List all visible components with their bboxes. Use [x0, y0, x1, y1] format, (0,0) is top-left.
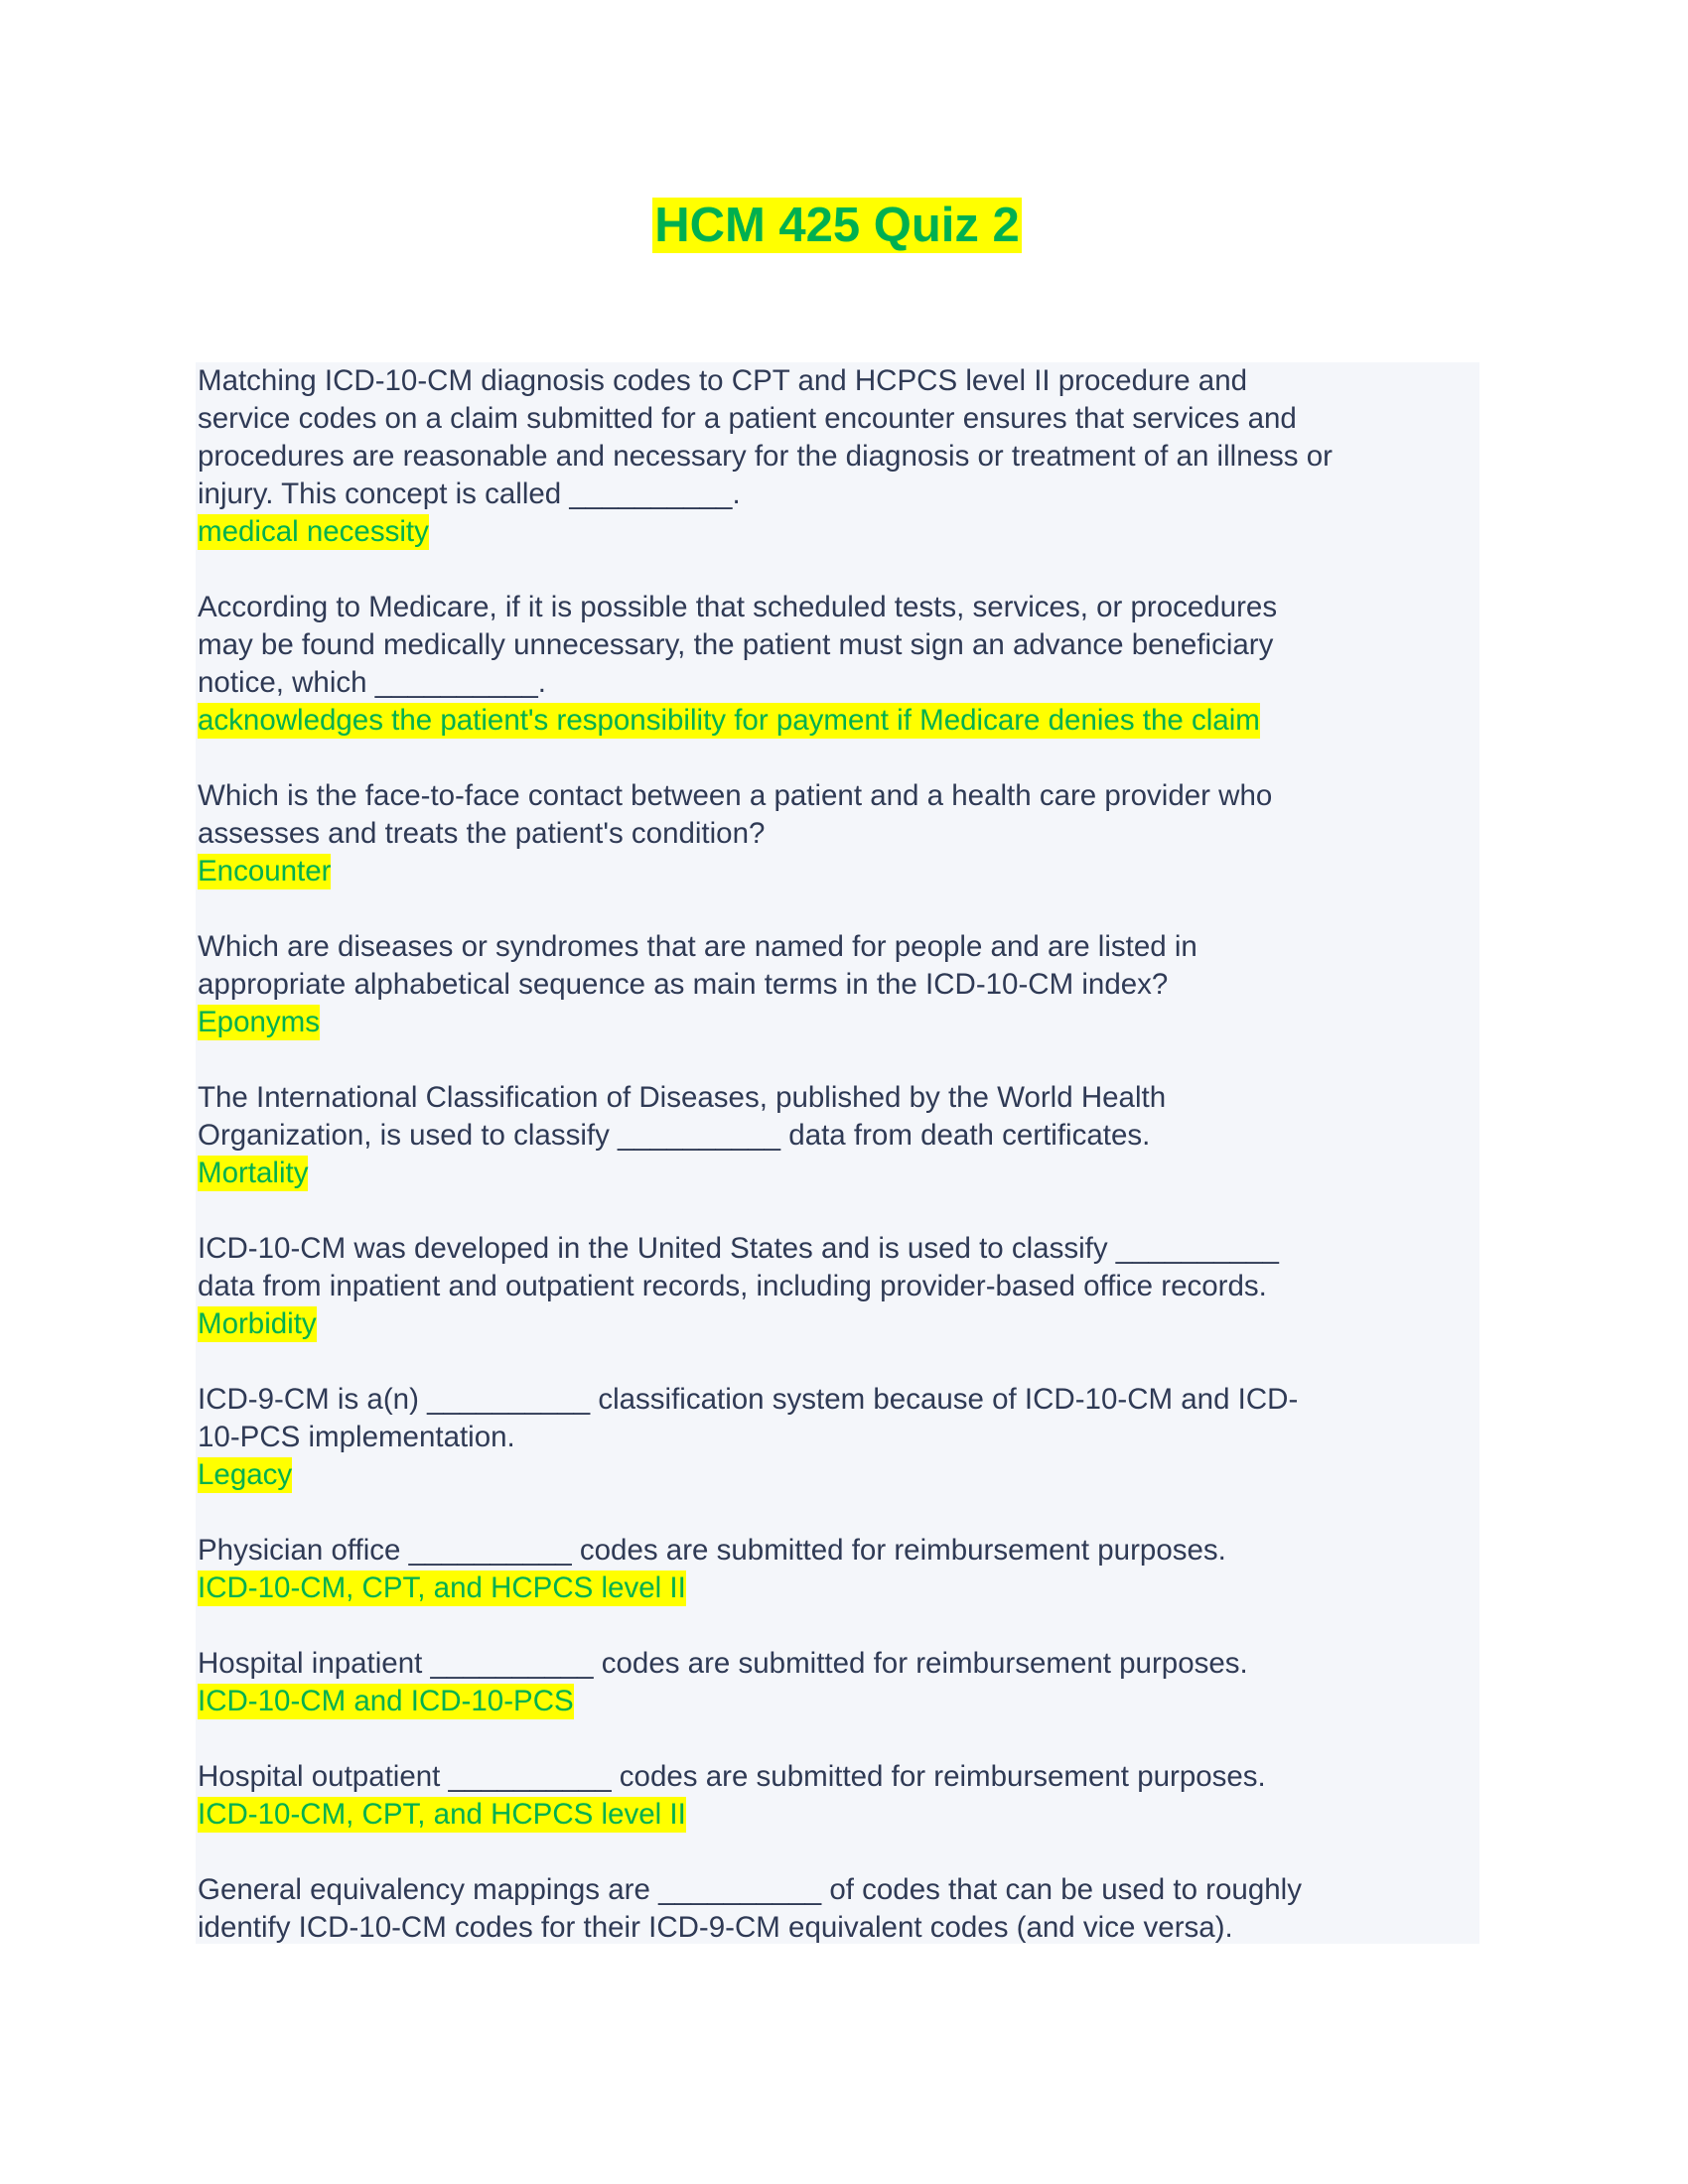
question-text-line: appropriate alphabetical sequence as main terms in the ICD-10-CM index?: [198, 968, 1169, 1001]
question-list: [198, 362, 1488, 1947]
question-text-line: Hospital outpatient __________ codes are submitted for reimbursement purposes.: [198, 1760, 1266, 1793]
question-block: [198, 777, 1488, 928]
question-text-line: identify ICD-10-CM codes for their ICD-9-CM equivalent codes (and vice versa).: [198, 1911, 1233, 1944]
question-block: [198, 1079, 1488, 1230]
answer-text: medical necessity: [198, 515, 429, 548]
answer-text: Eponyms: [198, 1006, 320, 1038]
question-text-line: Hospital inpatient __________ codes are submitted for reimbursement purposes.: [198, 1647, 1248, 1680]
question-block: [198, 1758, 1488, 1871]
question-text-line: Organization, is used to classify __________ data from death certificates.: [198, 1119, 1151, 1152]
answer-text: Morbidity: [198, 1307, 317, 1340]
question-text-line: data from inpatient and outpatient records, including provider-based office records.: [198, 1270, 1267, 1302]
question-text-line: service codes on a claim submitted for a patient encounter ensures that services and: [198, 402, 1297, 435]
question-block: [198, 1532, 1488, 1645]
question-block: [198, 589, 1488, 777]
question-text-line: The International Classification of Diseases, published by the World Health: [198, 1081, 1167, 1114]
question-block: [198, 1230, 1488, 1381]
question-text-line: may be found medically unnecessary, the patient must sign an advance beneficiary: [198, 628, 1274, 661]
question-text-line: 10-PCS implementation.: [198, 1421, 515, 1453]
question-text-line: Physician office __________ codes are submitted for reimbursement purposes.: [198, 1534, 1226, 1567]
answer-text: ICD-10-CM and ICD-10-PCS: [198, 1685, 574, 1717]
question-text-line: ICD-9-CM is a(n) __________ classification system because of ICD-10-CM and ICD-: [198, 1383, 1299, 1416]
question-text-line: Which are diseases or syndromes that are named for people and are listed in: [198, 930, 1197, 963]
question-block: [198, 1871, 1488, 1947]
question-block: [198, 362, 1488, 589]
answer-text: Legacy: [198, 1458, 293, 1491]
question-text-line: Which is the face-to-face contact between a patient and a health care provider who: [198, 779, 1273, 812]
question-block: [198, 1381, 1488, 1532]
question-text-line: assesses and treats the patient's condition?: [198, 817, 766, 850]
question-text-line: Matching ICD-10-CM diagnosis codes to CPT and HCPCS level II procedure and: [198, 364, 1248, 397]
answer-text: Mortality: [198, 1157, 309, 1189]
question-text-line: ICD-10-CM was developed in the United States and is used to classify __________: [198, 1232, 1279, 1265]
question-text-line: procedures are reasonable and necessary for the diagnosis or treatment of an illness or: [198, 440, 1333, 473]
page-title: HCM 425 Quiz 2: [654, 199, 1020, 252]
question-text-line: General equivalency mappings are __________ of codes that can be used to roughly: [198, 1873, 1302, 1906]
question-text-line: injury. This concept is called __________.: [198, 478, 741, 510]
question-text-line: notice, which __________.: [198, 666, 546, 699]
answer-text: ICD-10-CM, CPT, and HCPCS level II: [198, 1798, 686, 1831]
question-block: [198, 928, 1488, 1079]
answer-text: Encounter: [198, 855, 332, 887]
answer-text: ICD-10-CM, CPT, and HCPCS level II: [198, 1571, 686, 1604]
title-container: [0, 198, 1688, 253]
answer-text: acknowledges the patient's responsibility for payment if Medicare denies the claim: [198, 704, 1260, 737]
question-block: [198, 1645, 1488, 1758]
question-text-line: According to Medicare, if it is possible that scheduled tests, services, or procedures: [198, 591, 1278, 623]
